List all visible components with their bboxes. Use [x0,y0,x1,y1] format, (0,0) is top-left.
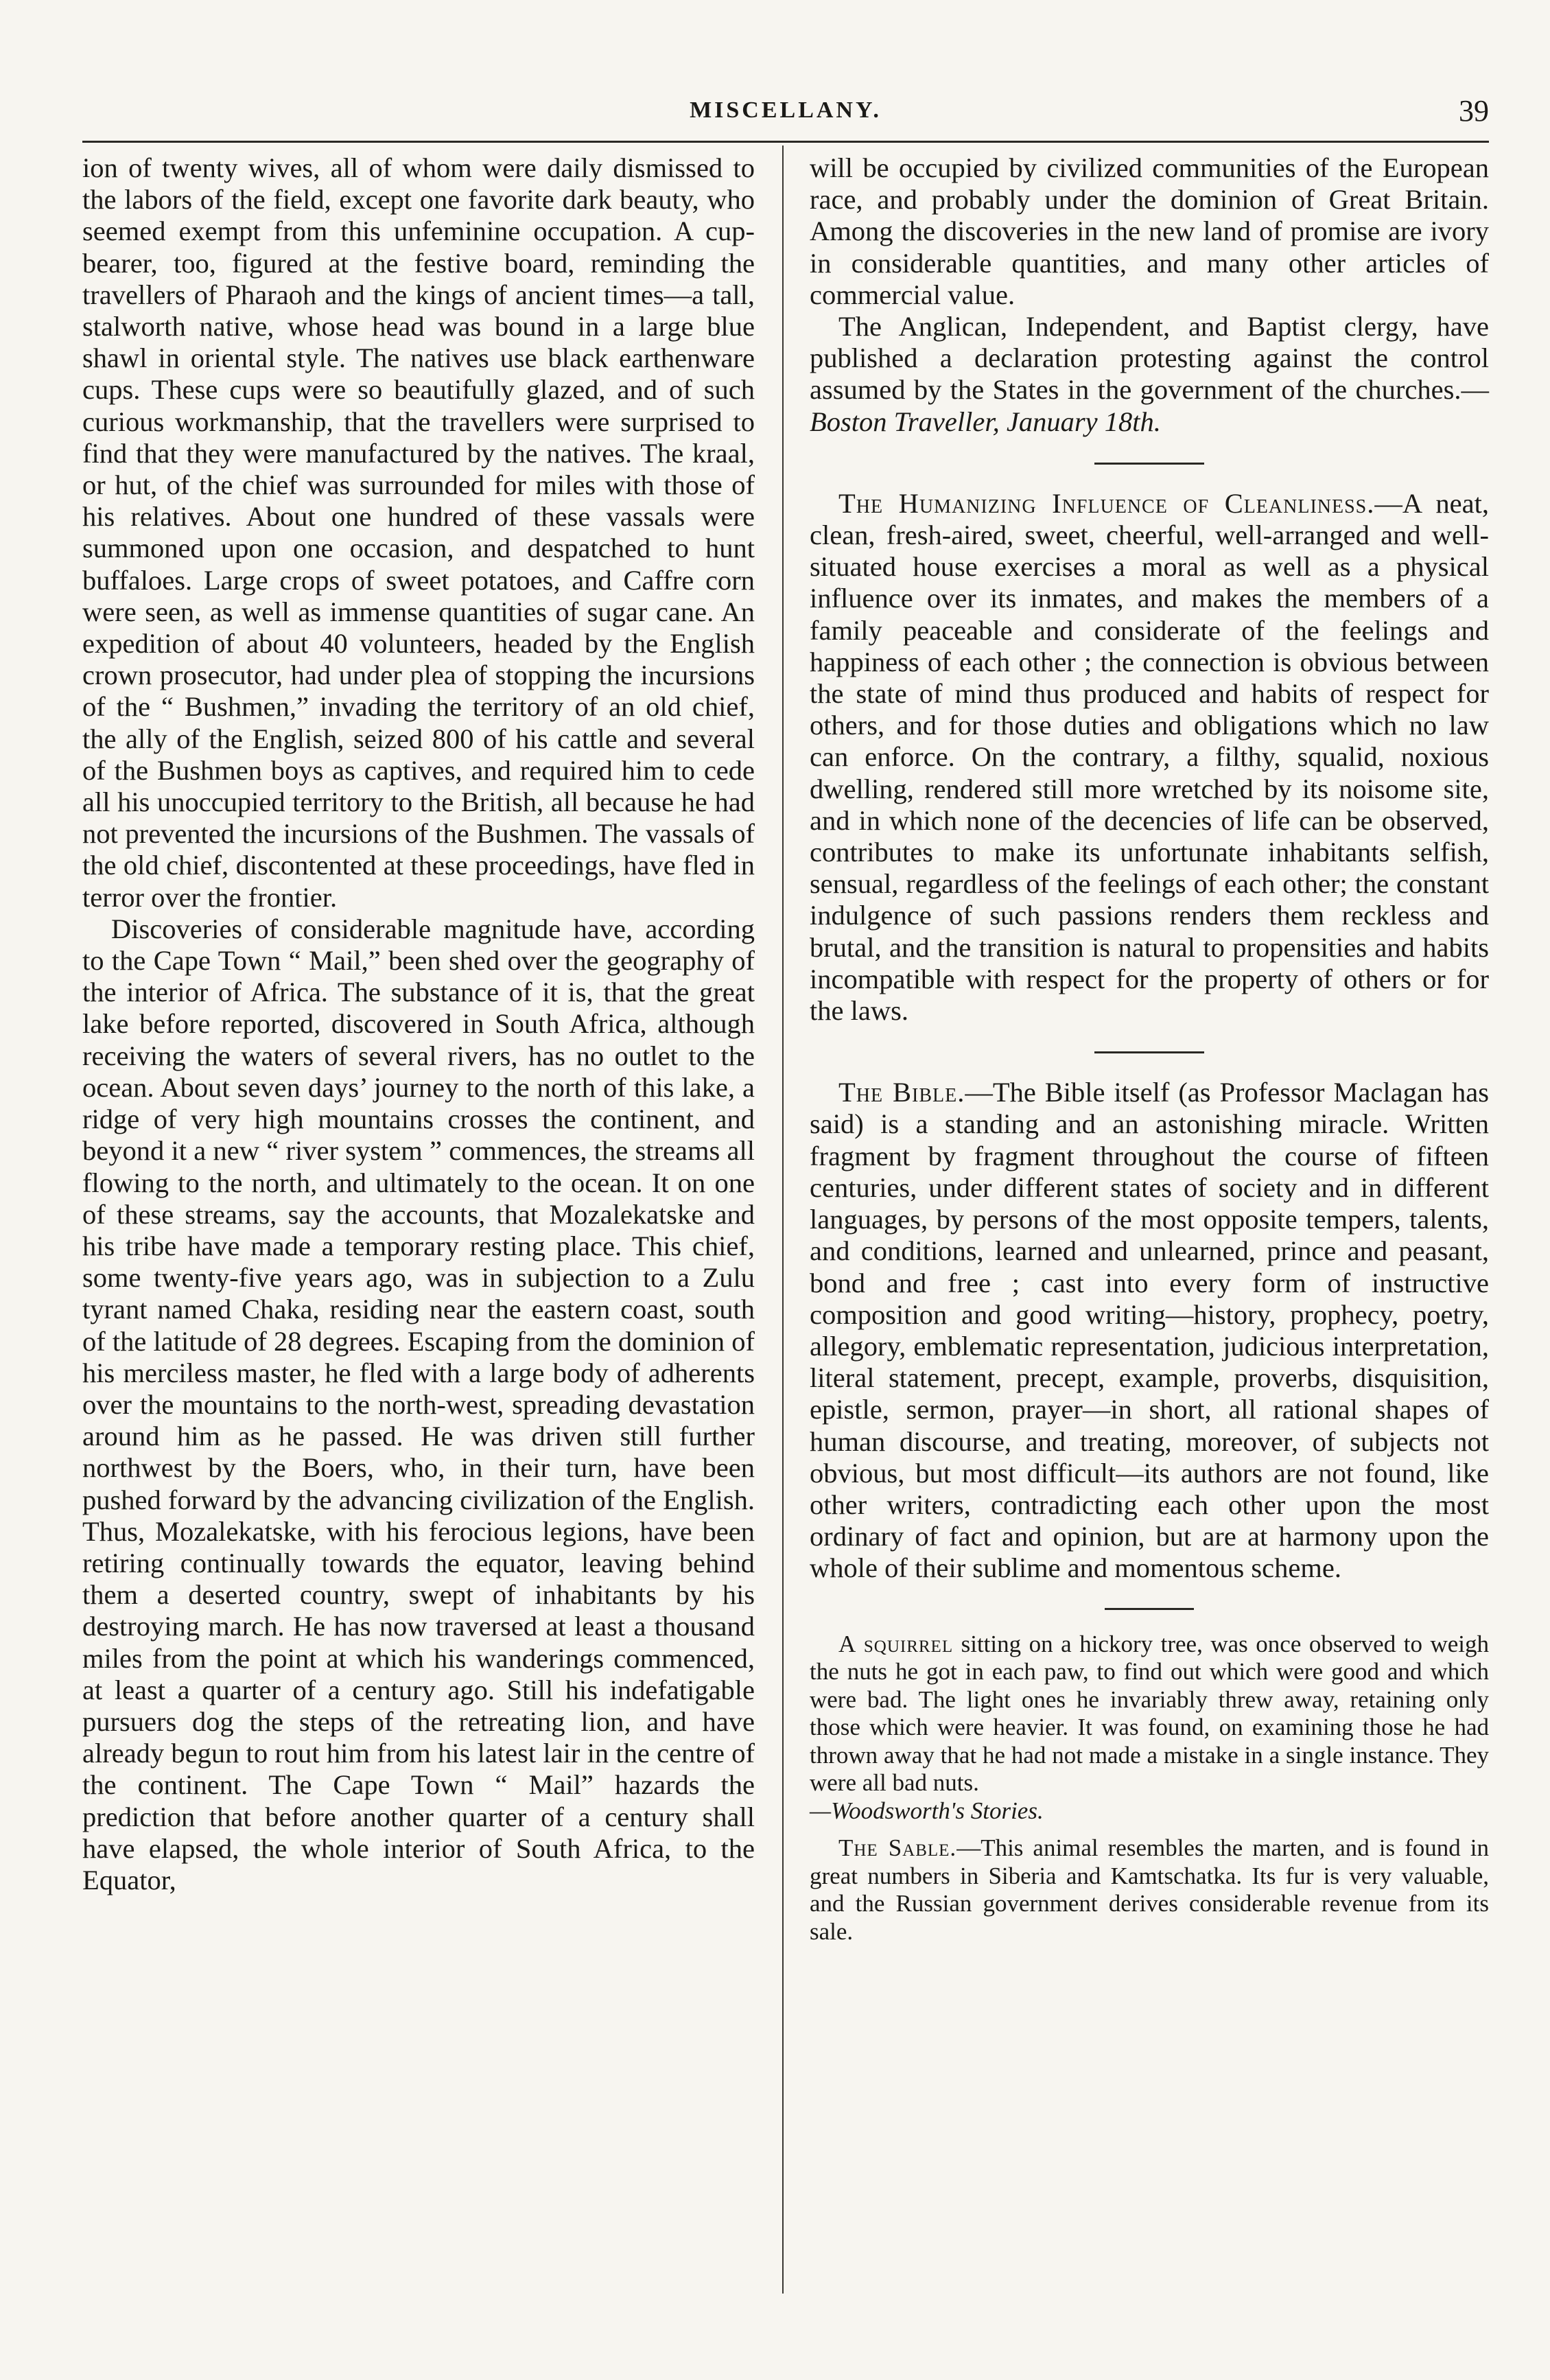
squirrel-article [810,1631,1489,1825]
section-divider-1 [1094,463,1204,465]
bible-body: —The Bible itself (as Professor Maclagan has said) is a standing and an astonishing miracle. Written fragment by fragment throughout the course of fifteen centuries, under different states of society and in different languages, by persons of the most opposite tempers, talents, and conditions, learned and unlearned, prince and peasant, bond and free ; cast into every form of instructive composition and good writing—history, prophecy, poetry, allegory, emblematic representation, judicious interpretation, literal statement, precept, example, proverbs, disquisition, epistle, sermon, prayer—in short, all rational shapes of human discourse, and treating, moreover, of subjects not obvious, but most difficult—its authors are not found, like other writers, contradicting each other upon the most ordinary of fact and opinion, but are at harmony upon the whole of their sublime and momentous scheme. [810,1077,1489,1584]
cleanliness-title: The Humanizing Influence of Cleanliness. [838,487,1375,519]
sable-title: The Sable. [838,1834,957,1862]
squirrel-source: —Woodsworth's Stories. [810,1797,1044,1824]
section-divider-3 [1105,1608,1194,1610]
cleanliness-body: —A neat, clean, fresh-aired, sweet, cheerful, well-arranged and well-situated house exercises a moral as well as a physical influence over its inmates, and makes the members of a family peaceable and considerate of the feelings and happiness of each other ; the connection is obvious between the state of mind thus produced and habits of respect for others, and for those duties and obligations which no law can enforce. On the contrary, a filthy, squalid, noxious dwelling, rendered still more wretched by its noisome site, and in which none of the decencies of life can be observed, contributes to make its unfortunate inhabitants selfish, sensual, regardless of the feelings of each other; the constant indulgence of such passions renders them reckless and brutal, and the transition is natural to propensities and habits incompatible with respect for the property of others or for the laws. [810,487,1489,1027]
right-paragraph-1: will be occupied by civilized communities of the European race, and probably under the dominion of Great Britain. Among the discoveries in the new land of promise are ivory in considerable quantities, and many other articles of commercial value. [810,152,1489,310]
left-paragraph-2: Discoveries of considerable magnitude have, according to the Cape Town “ Mail,” been shed over the geography of the interior of Africa. The substance of it is, that the great lake before reported, discovered in South Africa, although receiving the waters of several rivers, has no outlet to the ocean. About seven days’ journey to the north of this lake, a ridge of very high mountains crosses the continent, and beyond it a new “ river system ” commences, the streams all flowing to the north, and ultimately to the ocean. It on one of these streams, say the accounts, that Mozalekatske and his tribe have made a temporary resting place. This chief, some twenty-five years ago, was in subjection to a Zulu tyrant named Chaka, residing near the eastern coast, south of the latitude of 28 degrees. Escaping from the dominion of his merciless master, he fled with a large body of adherents over the mountains to the north-west, spreading devastation around him as he passed. He was driven still further northwest by the Boers, who, in their turn, have been pushed forward by the advancing civilization of the English. Thus, Mozalekatske, with his ferocious legions, have been retiring continually towards the equator, leaving behind them a deserted country, swept of inhabitants by his destroying march. He has now traversed at least a thousand miles from the point at which his wanderings commenced, at least a quarter of a century ago. Still his indefatigable pursuers dog the steps of the retreating lion, and have already begun to rout him from his latest lair in the centre of the continent. The Cape Town “ Mail” hazards the prediction that before another quarter of a century shall have elapsed, the whole interior of South Africa, to the Equator, [82,913,755,1895]
running-title: MISCELLANY. [690,97,882,123]
right-column [810,152,1489,1946]
squirrel-lead: A squirrel [838,1630,954,1657]
sable-body: —This animal resembles the marten, and is found in great numbers in Siberia and Kamtschatka. Its fur is very valuable, and the Russian government derives considerable revenue from its sale. [810,1834,1489,1945]
header-rule [82,141,1489,143]
page-number: 39 [1459,94,1489,128]
page-header [82,94,1489,135]
left-paragraph-1: ion of twenty wives, all of whom were daily dismissed to the labors of the field, except one favorite dark beauty, who seemed exempt from this unfeminine occupation. A cup-bearer, too, figured at the festive board, reminding the travellers of Pharaoh and the kings of ancient times—a tall, stalworth native, whose head was bound in a large blue shawl in oriental style. The natives use black earthenware cups. These cups were so beautifully glazed, and of such curious workmanship, that the travellers were surprised to find that they were manufactured by the natives. The kraal, or hut, of the chief was surrounded for miles with those of his relatives. About one hundred of these vassals were summoned upon one occasion, and despatched to hunt buffaloes. Large crops of sweet potatoes, and Caffre corn were seen, as well as immense quantities of sugar cane. An expedition of about 40 volunteers, headed by the English crown prosecutor, had under plea of stopping the incursions of the “ Bushmen,” invading the territory of an old chief, the ally of the English, seized 800 of his cattle and several of the Bushmen boys as captives, and required him to cede all his unoccupied territory to the British, all because he had not prevented the incursions of the Bushmen. The vassals of the old chief, discontented at these proceedings, have fled in terror over the frontier. [82,152,755,913]
section-divider-2 [1094,1051,1204,1053]
cleanliness-article [810,488,1489,1027]
bible-article [810,1077,1489,1584]
bible-title: The Bible. [838,1077,965,1108]
squirrel-body: sitting on a hickory tree, was once observed to weigh the nuts he got in each paw, to find out which were good and which were bad. The light ones he invariably threw away, retaining only those which were heavier. It was found, on examining those he had thrown away that he had not made a mistake in a single instance. They were all bad nuts. [810,1630,1489,1797]
clergy-text: The Anglican, Independent, and Baptist clergy, have published a declaration protesting against the control assumed by the States in the government of the churches.— [810,311,1489,406]
left-column [82,152,755,1896]
column-divider [782,145,784,2294]
clergy-source: Boston Traveller, January 18th. [810,406,1161,437]
sable-article [810,1834,1489,1946]
right-paragraph-2 [810,311,1489,438]
